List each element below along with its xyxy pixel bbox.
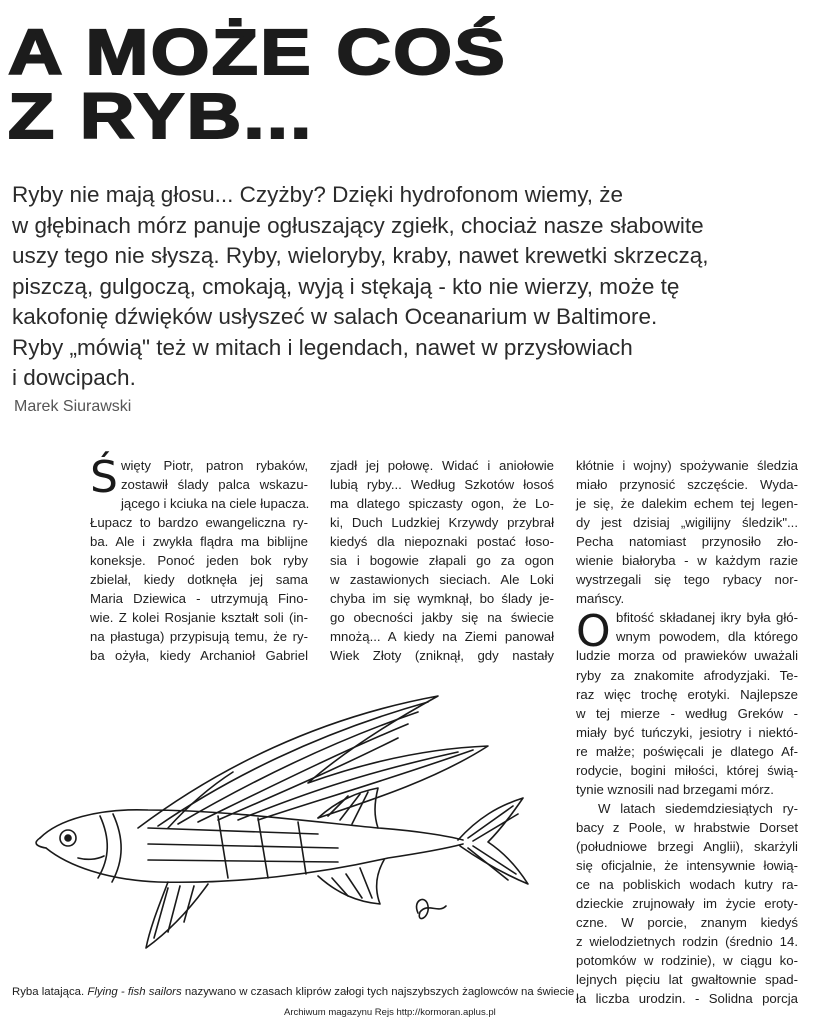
body-line: wie. Z kolei Rosjanie kształt soli (in- <box>90 610 308 626</box>
figure-caption <box>12 986 575 998</box>
body-line: zostawił ślady palca wskazu- <box>120 477 308 493</box>
drop-cap: Ś <box>90 452 118 503</box>
body-line: ma dlatego spiczasty ogon, że Lo- <box>330 496 554 512</box>
body-line: się oficjalnie, że intensywnie łowią- <box>576 857 798 873</box>
caption-text: Ryba latająca. <box>12 986 88 998</box>
flying-fish-illustration <box>18 688 558 978</box>
body-line: ludzie morza od prawieków uważali <box>576 648 798 664</box>
title-line: A MOŻE COŚ <box>8 16 508 88</box>
text-column-3 <box>576 456 798 1008</box>
body-line: z wielodzietnych rodzin (średnio 14. <box>576 934 798 950</box>
body-line: kłótnie i wojny) spożywanie śledzia <box>576 458 798 473</box>
body-line: bacy z Poole, w hrabstwie Dorset <box>576 819 798 835</box>
body-line: czne. W porcie, znanym kiedyś <box>576 915 798 931</box>
drop-cap: O <box>576 606 611 657</box>
body-line: w tej mierze - według Greków - <box>576 705 798 721</box>
body-line: raz więc trochę erotyki. Najlepsze <box>576 686 798 702</box>
body-line: potomków w rodzinie), w ciągu ko- <box>576 953 798 969</box>
body-line: ce na pobliskich wodach kutry ra- <box>576 877 798 893</box>
body-line: sia i bogowie złapali go za ogon <box>330 553 554 569</box>
body-line: Maria Dziewica - utrzymują Fino- <box>90 591 308 607</box>
body-line: w zastawionych sieciach. Ale Loki <box>330 572 554 588</box>
body-line: wienie białoryba - w każdym razie <box>576 553 798 569</box>
caption-text: nazywano w czasach kliprów załogi tych najszybszych żaglowców na świecie <box>181 986 575 998</box>
body-line: kiedyś dla niepoznaki postać łoso- <box>330 534 554 550</box>
body-line: wystrzegali się tego rybacy nor- <box>576 572 798 588</box>
body-line: W latach siedemdziesiątych ry- <box>598 800 798 816</box>
article-lead <box>12 180 802 394</box>
text-column-1 <box>90 452 310 666</box>
lead-line: piszczą, gulgoczą, cmokają, wyją i stękają - kto nie wierzy, może tę <box>12 273 680 299</box>
lead-line: kakofonię dźwięków usłyszeć w salach Oceanarium w Baltimore. <box>12 304 658 329</box>
body-line: Pecha natomiast przynosiło zło- <box>576 534 798 550</box>
body-line: ryby za znakomite afrodyzjaki. Te- <box>576 667 798 683</box>
title-line: Z RYB... <box>8 80 314 152</box>
archive-footer: Archiwum magazynu Rejs http://kormoran.aplus.pl <box>284 1007 496 1018</box>
body-line: (południowe brzegi Anglii), skarżyli <box>576 838 798 854</box>
body-line: zjadł jej połowę. Widać i aniołowie <box>330 458 554 473</box>
body-line: re małże; poświęcali je dlatego Af- <box>576 743 798 759</box>
body-line: ba. Ale i zwykła flądra ma biblijne <box>90 534 308 550</box>
body-line: tynie wznosili nad brzegami mórz. <box>576 781 774 797</box>
article-title <box>8 16 508 152</box>
author-byline: Marek Siurawski <box>14 398 132 415</box>
body-line: Łupacz to bardzo ewangeliczna ry- <box>90 515 308 531</box>
body-line: ki, Duch Ludzkiej Krzywdy przybrał <box>330 515 554 531</box>
body-line: na płastuga) przypisują temu, że ry- <box>90 629 308 645</box>
body-line: wnym powodem, dla którego <box>616 629 798 645</box>
body-line: dy jest dzisiaj „wigilijny śledzik"... <box>576 515 798 531</box>
body-line: lubią ryby... Według Szkotów łosoś <box>330 477 554 493</box>
lead-line: uszy tego nie słyszą. Ryby, wieloryby, kraby, nawet krewetki skrzeczą, <box>12 243 709 268</box>
body-line: ła liczba urodzin. - Solidna porcja <box>576 991 798 1007</box>
text-column-2 <box>330 456 554 666</box>
body-line: mnożą... A kiedy na Ziemi panował <box>330 629 554 645</box>
lead-line: w głębinach mórz panuje ogłuszający zgiełk, chociaż nasze słabowite <box>12 212 704 238</box>
body-line: miały być tuńczyki, jesiotry i niektó- <box>576 724 798 740</box>
body-line: go obecności jakby się na świecie <box>330 610 554 626</box>
body-line: dzieckie zrujnowały im życie eroty- <box>576 896 798 912</box>
body-line: ba ożyła, kiedy Archanioł Gabriel <box>90 648 308 664</box>
lead-line: Ryby nie mają głosu... Czyżby? Dzięki hydrofonom wiemy, że <box>12 182 624 207</box>
body-line: rodycie, bogini miłości, której świą- <box>576 762 798 778</box>
body-line: bfitość składanej ikry była głó- <box>616 610 798 626</box>
body-line: więty Piotr, patron rybaków, <box>120 458 308 473</box>
body-line: jącego i kciuka na ciele łupacza. <box>120 496 310 512</box>
body-line: lejnych pięciu lat gwałtownie spad- <box>576 972 798 988</box>
lead-line: Ryby „mówią" też w mitach i legendach, nawet w przysłowiach <box>12 334 633 360</box>
body-line: koneksje. Ponoć jeden bok ryby <box>90 553 308 569</box>
lead-line: i dowcipach. <box>12 365 136 390</box>
body-line: Wiek Złoty (zniknął, gdy nastały <box>330 648 554 664</box>
body-line: je się, że dalekim echem tej legen- <box>576 496 798 512</box>
caption-italic: Flying - fish sailors <box>87 986 182 998</box>
body-line: zbielał, kiedy dotknęła jej sama <box>90 572 308 588</box>
body-line: mańscy. <box>576 591 625 607</box>
body-line: chyba im się wymknął, bo ślady je- <box>330 591 554 607</box>
body-line: miało przynosić szczęście. Wyda- <box>576 477 798 493</box>
